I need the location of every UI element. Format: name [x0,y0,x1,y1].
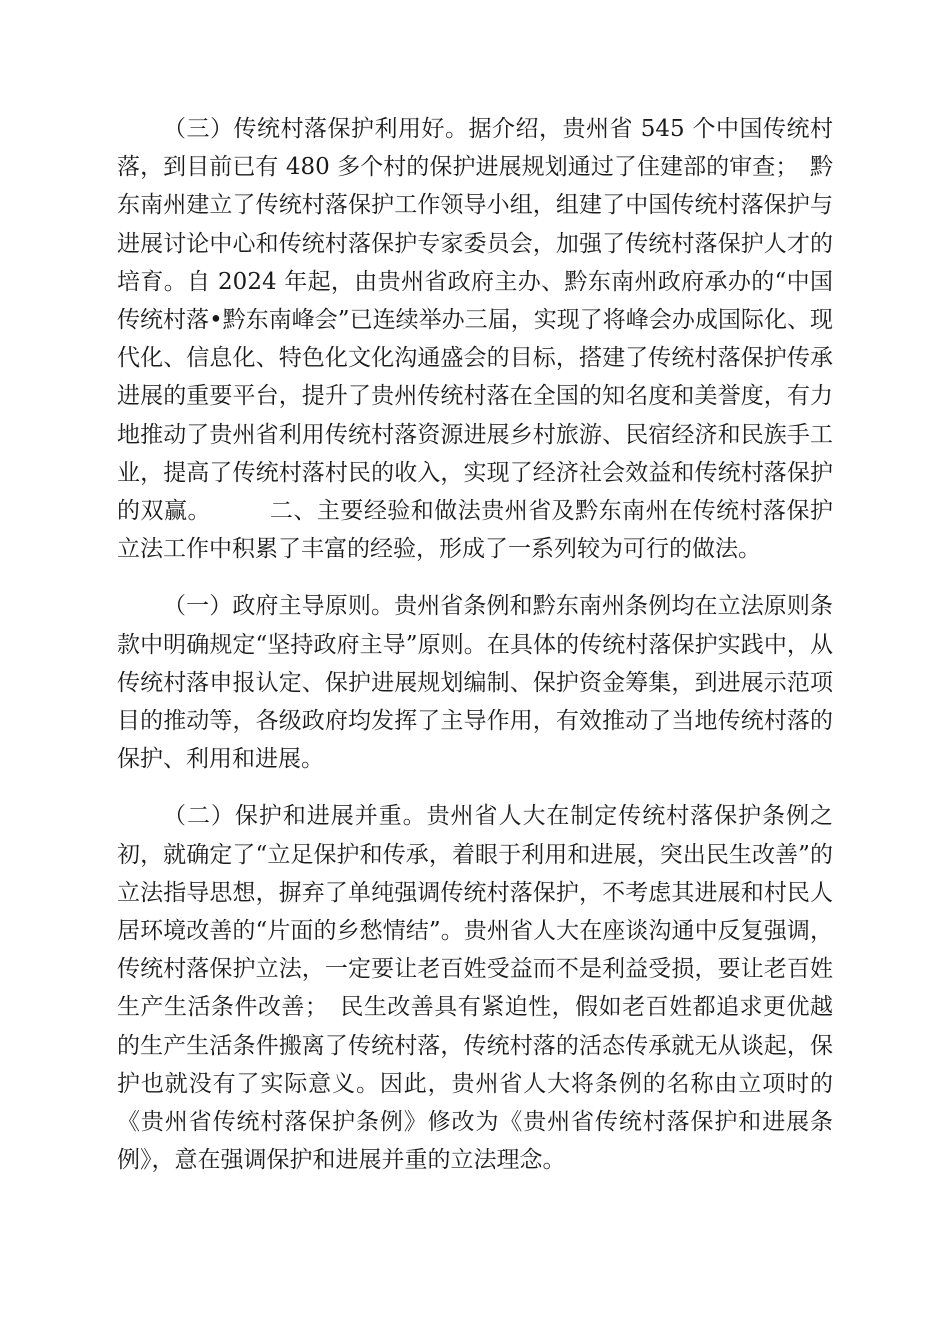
paragraph-protection-development-equal: （二）保护和进展并重。贵州省人大在制定传统村落保护条例之初，就确定了“立足保护和传承，着眼于利用和进展，突出民生改善”的立法指导思想，摒弃了单纯强调传统村落保护，不考虑其进展和村民人居环境改善的“片面的乡愁情结”。贵州省人大在座谈沟通中反复强调，传统村落保护立法，一定要让老百姓受益而不是利益受损，要让老百姓生产生活条件改善； 民生改善具有紧迫性，假如老百姓都追求更优越的生产生活条件搬离了传统村落，传统村落的活态传承就无从谈起，保护也就没有了实际意义。因此，贵州省人大将条例的名称由立项时的《贵州省传统村落保护条例》修改为《贵州省传统村落保护和进展条例》，意在强调保护和进展并重的立法理念。 [117,803,833,1174]
paragraph-village-protection-utilization: （三）传统村落保护利用好。据介绍，贵州省 545 个中国传统村落，到目前已有 480 多个村的保护进展规划通过了住建部的审查； 黔东南州建立了传统村落保护工作领导小组，组建了中国传统村落保护与进展讨论中心和传统村落保护专家委员会，加强了传统村落保护人才的培育。自 2024 年起，由贵州省政府主办、黔东南州政府承办的“中国传统村落•黔东南峰会”已连续举办三届，实现了将峰会办成国际化、现代化、信息化、特色化文化沟通盛会的目标，搭建了传统村落保护传承进展的重要平台，提升了贵州传统村落在全国的知名度和美誉度，有力地推动了贵州省利用传统村落资源进展乡村旅游、民宿经济和民族手工业，提高了传统村落村民的收入，实现了经济社会效益和传统村落保护的双赢。 二、主要经验和做法贵州省及黔东南州在传统村落保护立法工作中积累了丰富的经验，形成了一系列较为可行的做法。 [117,116,833,563]
document-body [117,110,833,1179]
paragraph-government-leading-principle: （一）政府主导原则。贵州省条例和黔东南州条例均在立法原则条款中明确规定“坚持政府主导”原则。在具体的传统村落保护实践中，从传统村落申报认定、保护进展规划编制、保护资金筹集，到进展示范项目的推动等，各级政府均发挥了主导作用，有效推动了当地传统村落的保护、利用和进展。 [117,593,833,773]
